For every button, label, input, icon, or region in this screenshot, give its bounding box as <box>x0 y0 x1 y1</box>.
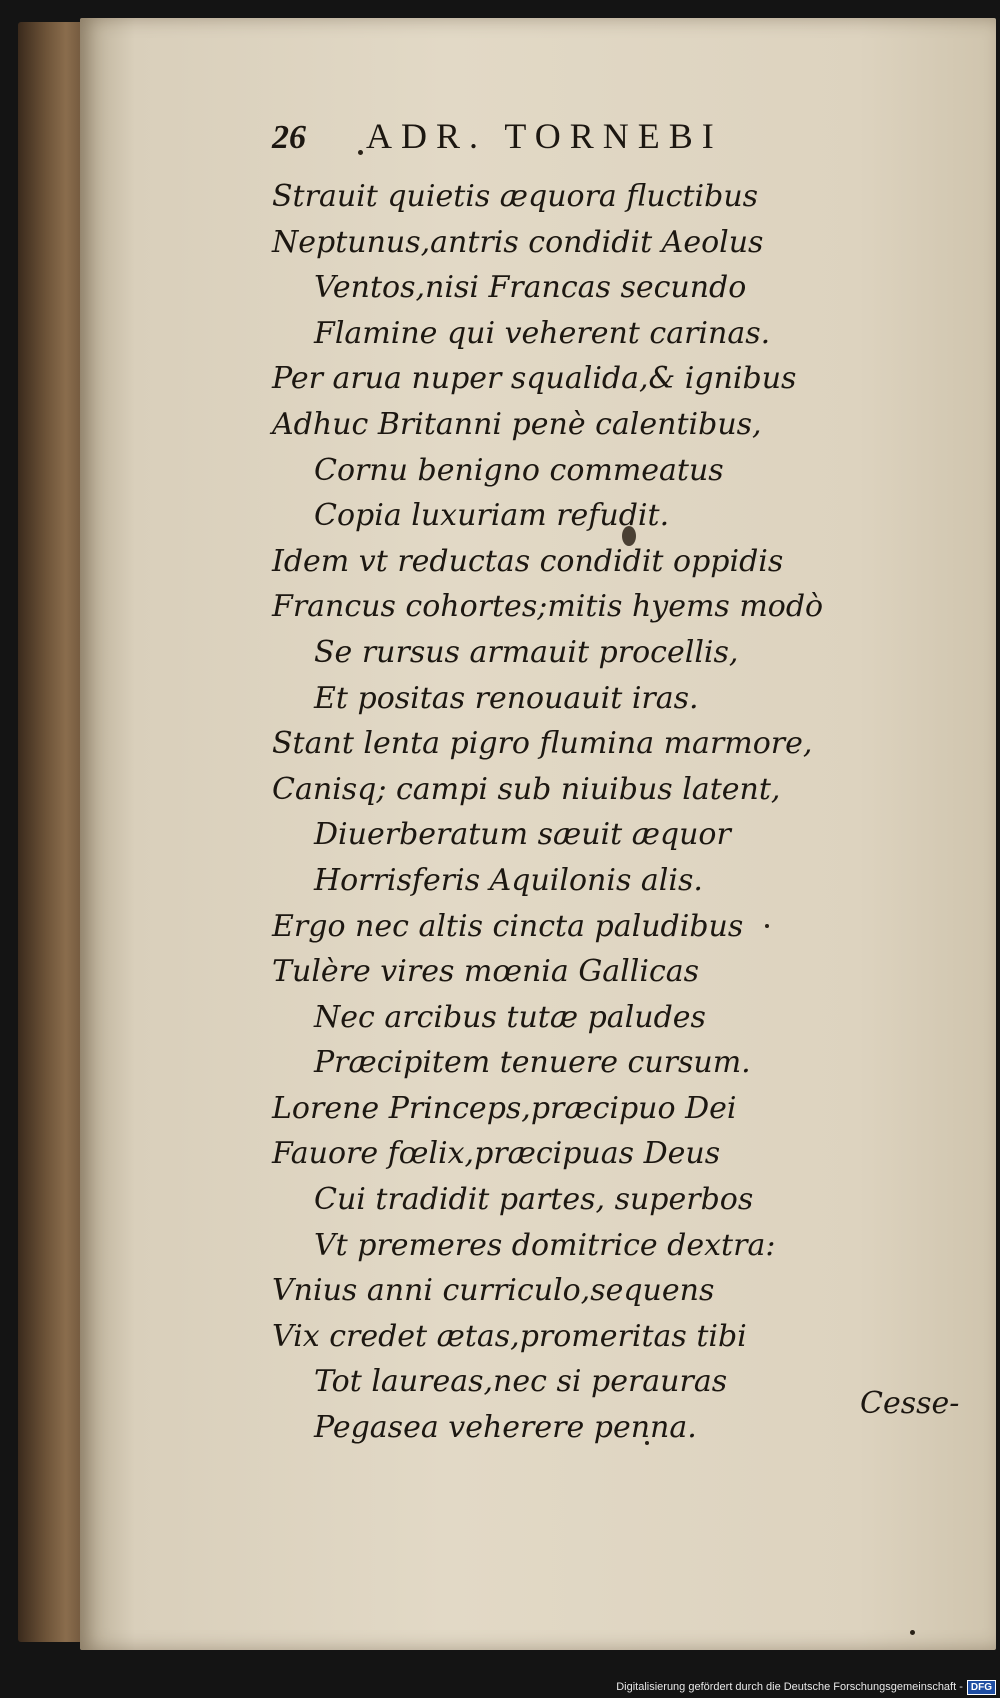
verse-line: Vnius anni curriculo,sequens <box>272 1273 715 1309</box>
page-header <box>272 115 723 157</box>
verse-line: Idem vt reductas condidit oppidis <box>272 543 784 579</box>
verse-line: Præcipitem tenuere cursum. <box>314 1045 751 1081</box>
verse-line: Tulère vires mœnia Gallicas <box>272 954 700 990</box>
verse-line: Horrisferis Aquilonis alis. <box>314 862 703 898</box>
verse-line: Nec arcibus tutæ paludes <box>314 999 706 1035</box>
verse-line: Vix credet ætas,promeritas tibi <box>272 1318 747 1354</box>
verse-line: Cui tradidit partes, superbos <box>314 1182 754 1218</box>
verse-line: Diuerberatum sæuit æquor <box>314 817 731 853</box>
page-number: 26 <box>272 119 306 156</box>
verse-line: Et positas renouauit iras. <box>314 680 699 716</box>
verse-line: Se rursus armauit procellis, <box>314 634 739 670</box>
verse-line: Per arua nuper squalida,& ignibus <box>272 361 797 397</box>
verse-line: Cornu benigno commeatus <box>314 452 724 488</box>
digitization-credit-bar <box>616 1678 996 1696</box>
verse-line: Adhuc Britanni penè calentibus, <box>272 406 762 442</box>
verse-line: Strauit quietis æquora fluctibus <box>272 179 759 214</box>
verse-line: Francus cohortes;mitis hyems modò <box>272 589 824 625</box>
running-head: ADR. TORNEBI <box>366 116 723 156</box>
verse-line: Copia luxuriam refudit. <box>314 498 670 534</box>
verse-line: Tot laureas,nec si perauras <box>314 1364 728 1400</box>
dfg-logo-icon: DFG <box>967 1680 996 1695</box>
verse-line: Pegasea veherere penna. <box>314 1410 697 1446</box>
poem-text <box>272 174 832 1451</box>
funding-credit: Digitalisierung gefördert durch die Deutsche Forschungsgemeinschaft - <box>616 1681 963 1693</box>
verse-line: Neptunus,antris condidit Aeolus <box>272 224 764 260</box>
verse-line: Canisq; campi sub niuibus latent, <box>272 771 781 807</box>
verse-line: Ergo nec altis cincta paludibus <box>272 908 744 944</box>
catchword: Cesse- <box>860 1386 960 1421</box>
verse-line: Lorene Princeps,præcipuo Dei <box>272 1090 737 1126</box>
verse-line: Stant lenta pigro flumina marmore, <box>272 726 813 762</box>
ink-speck <box>910 1630 915 1635</box>
verse-line: Fauore fœlix,præcipuas Deus <box>272 1136 721 1172</box>
verse-line: Flamine qui veherent carinas. <box>314 315 771 351</box>
verse-line: Vt premeres domitrice dextra: <box>314 1227 776 1263</box>
verse-line: Ventos,nisi Francas secundo <box>314 270 747 306</box>
